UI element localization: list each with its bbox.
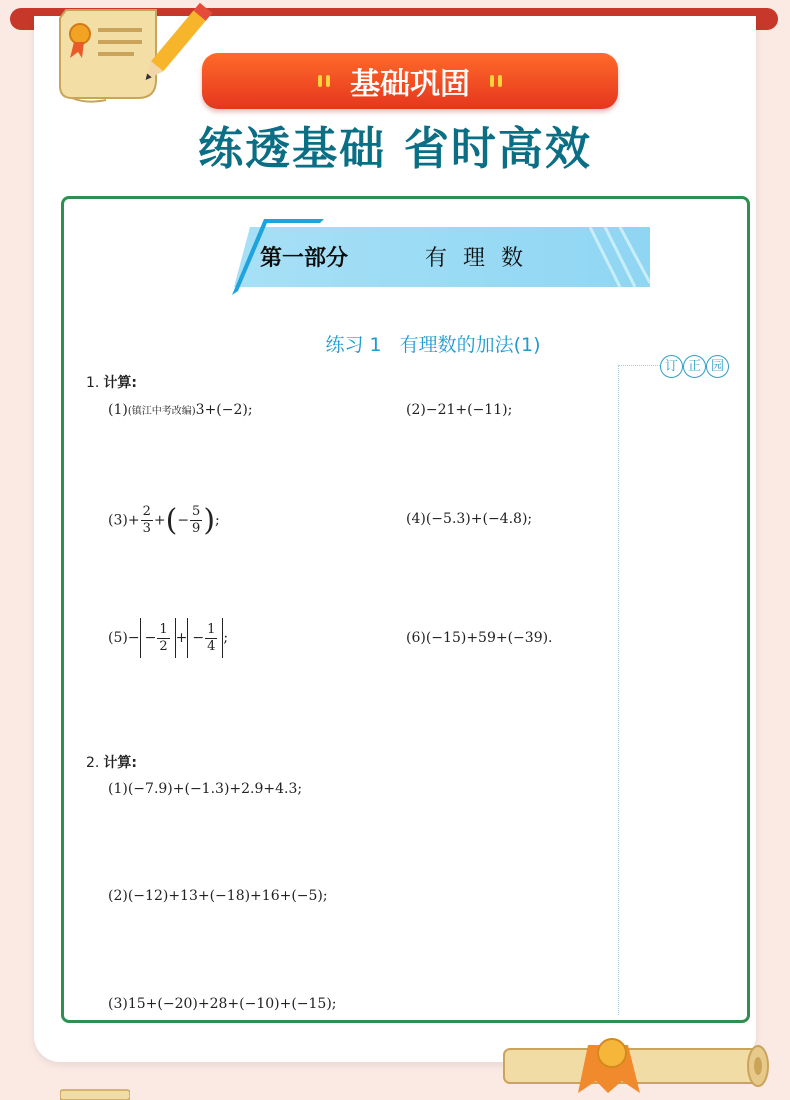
item-id: (5) [108,630,128,646]
q2-heading [86,752,137,772]
fraction [141,504,153,537]
q1-item-4 [406,511,532,527]
q1-item-2 [406,402,512,418]
q2-number: 2. [86,755,100,771]
item-id: (3) [108,512,128,529]
terminator: ; [223,630,229,646]
section-title: 第一部分 [260,246,349,271]
numerator: 5 [192,504,201,519]
q1-label: 计算: [103,375,137,391]
item-id: (4) [406,511,426,527]
item-id: (6) [406,630,426,646]
operator: + [153,512,166,529]
item-id: (2) [108,888,128,904]
headline: 练透基础 省时高效 [198,122,592,175]
section-header [230,217,650,297]
sign: − [177,512,190,529]
correction-divider [618,365,620,1015]
banner [202,53,618,109]
terminator: ; [215,512,220,529]
scroll-peek-icon [60,1088,130,1100]
item-id: (1) [108,402,128,418]
correction-char: 订 [660,355,683,378]
denominator: 9 [192,521,201,536]
absolute-value [140,618,176,658]
sign: − [127,630,140,646]
source-note: (镇江中考改编) [127,406,196,417]
fraction [205,622,217,655]
q2-item-3 [108,996,337,1012]
exercise-title [0,330,790,357]
fraction [157,622,169,655]
correction-char: 正 [683,355,706,378]
q1-item-1 [108,402,253,418]
banner-left-dash [318,75,330,87]
numerator: 1 [159,621,168,637]
certificate-pencil-icon [46,0,216,108]
sign: − [144,630,157,646]
q1-heading [86,372,137,392]
absolute-value [187,618,223,658]
item-id: (3) [108,996,128,1012]
q1-item-3 [108,503,220,538]
exercise-number: 练习 1 [325,334,382,356]
correction-divider-top [618,365,660,366]
correction-label [660,355,729,378]
item-id: (1) [108,781,128,797]
expression: 15+(−20)+28+(−10)+(−15); [127,996,337,1012]
q2-label: 计算: [103,755,137,771]
sign: − [192,630,205,646]
right-paren: ) [203,503,216,538]
q2-item-2 [108,888,328,904]
denominator: 4 [207,638,216,654]
fraction [190,504,202,537]
left-paren: ( [165,503,178,538]
q2-item-1 [108,781,302,797]
item-id: (2) [406,402,426,418]
banner-right-dash [490,75,502,87]
expression: (−7.9)+(−1.3)+2.9+4.3; [127,781,303,797]
q1-item-6 [406,630,553,646]
exercise-name: 有理数的加法(1) [399,334,541,356]
numerator: 2 [142,504,151,519]
scroll-icon [500,1035,770,1093]
operator: + [175,630,188,646]
denominator: 3 [142,521,151,536]
sign: + [127,512,140,529]
banner-label: 基础巩固 [350,67,470,102]
expression: (−12)+13+(−18)+16+(−5); [127,888,328,904]
expression: 3+(−2); [195,402,253,418]
q1-item-5 [108,618,228,658]
expression: (−5.3)+(−4.8); [425,511,533,527]
denominator: 2 [159,638,168,654]
expression: −21+(−11); [425,402,513,418]
numerator: 1 [207,621,216,637]
section-subtitle: 有理数 [425,246,540,271]
q1-number: 1. [86,375,100,391]
correction-char: 园 [706,355,729,378]
expression: (−15)+59+(−39). [425,630,553,646]
